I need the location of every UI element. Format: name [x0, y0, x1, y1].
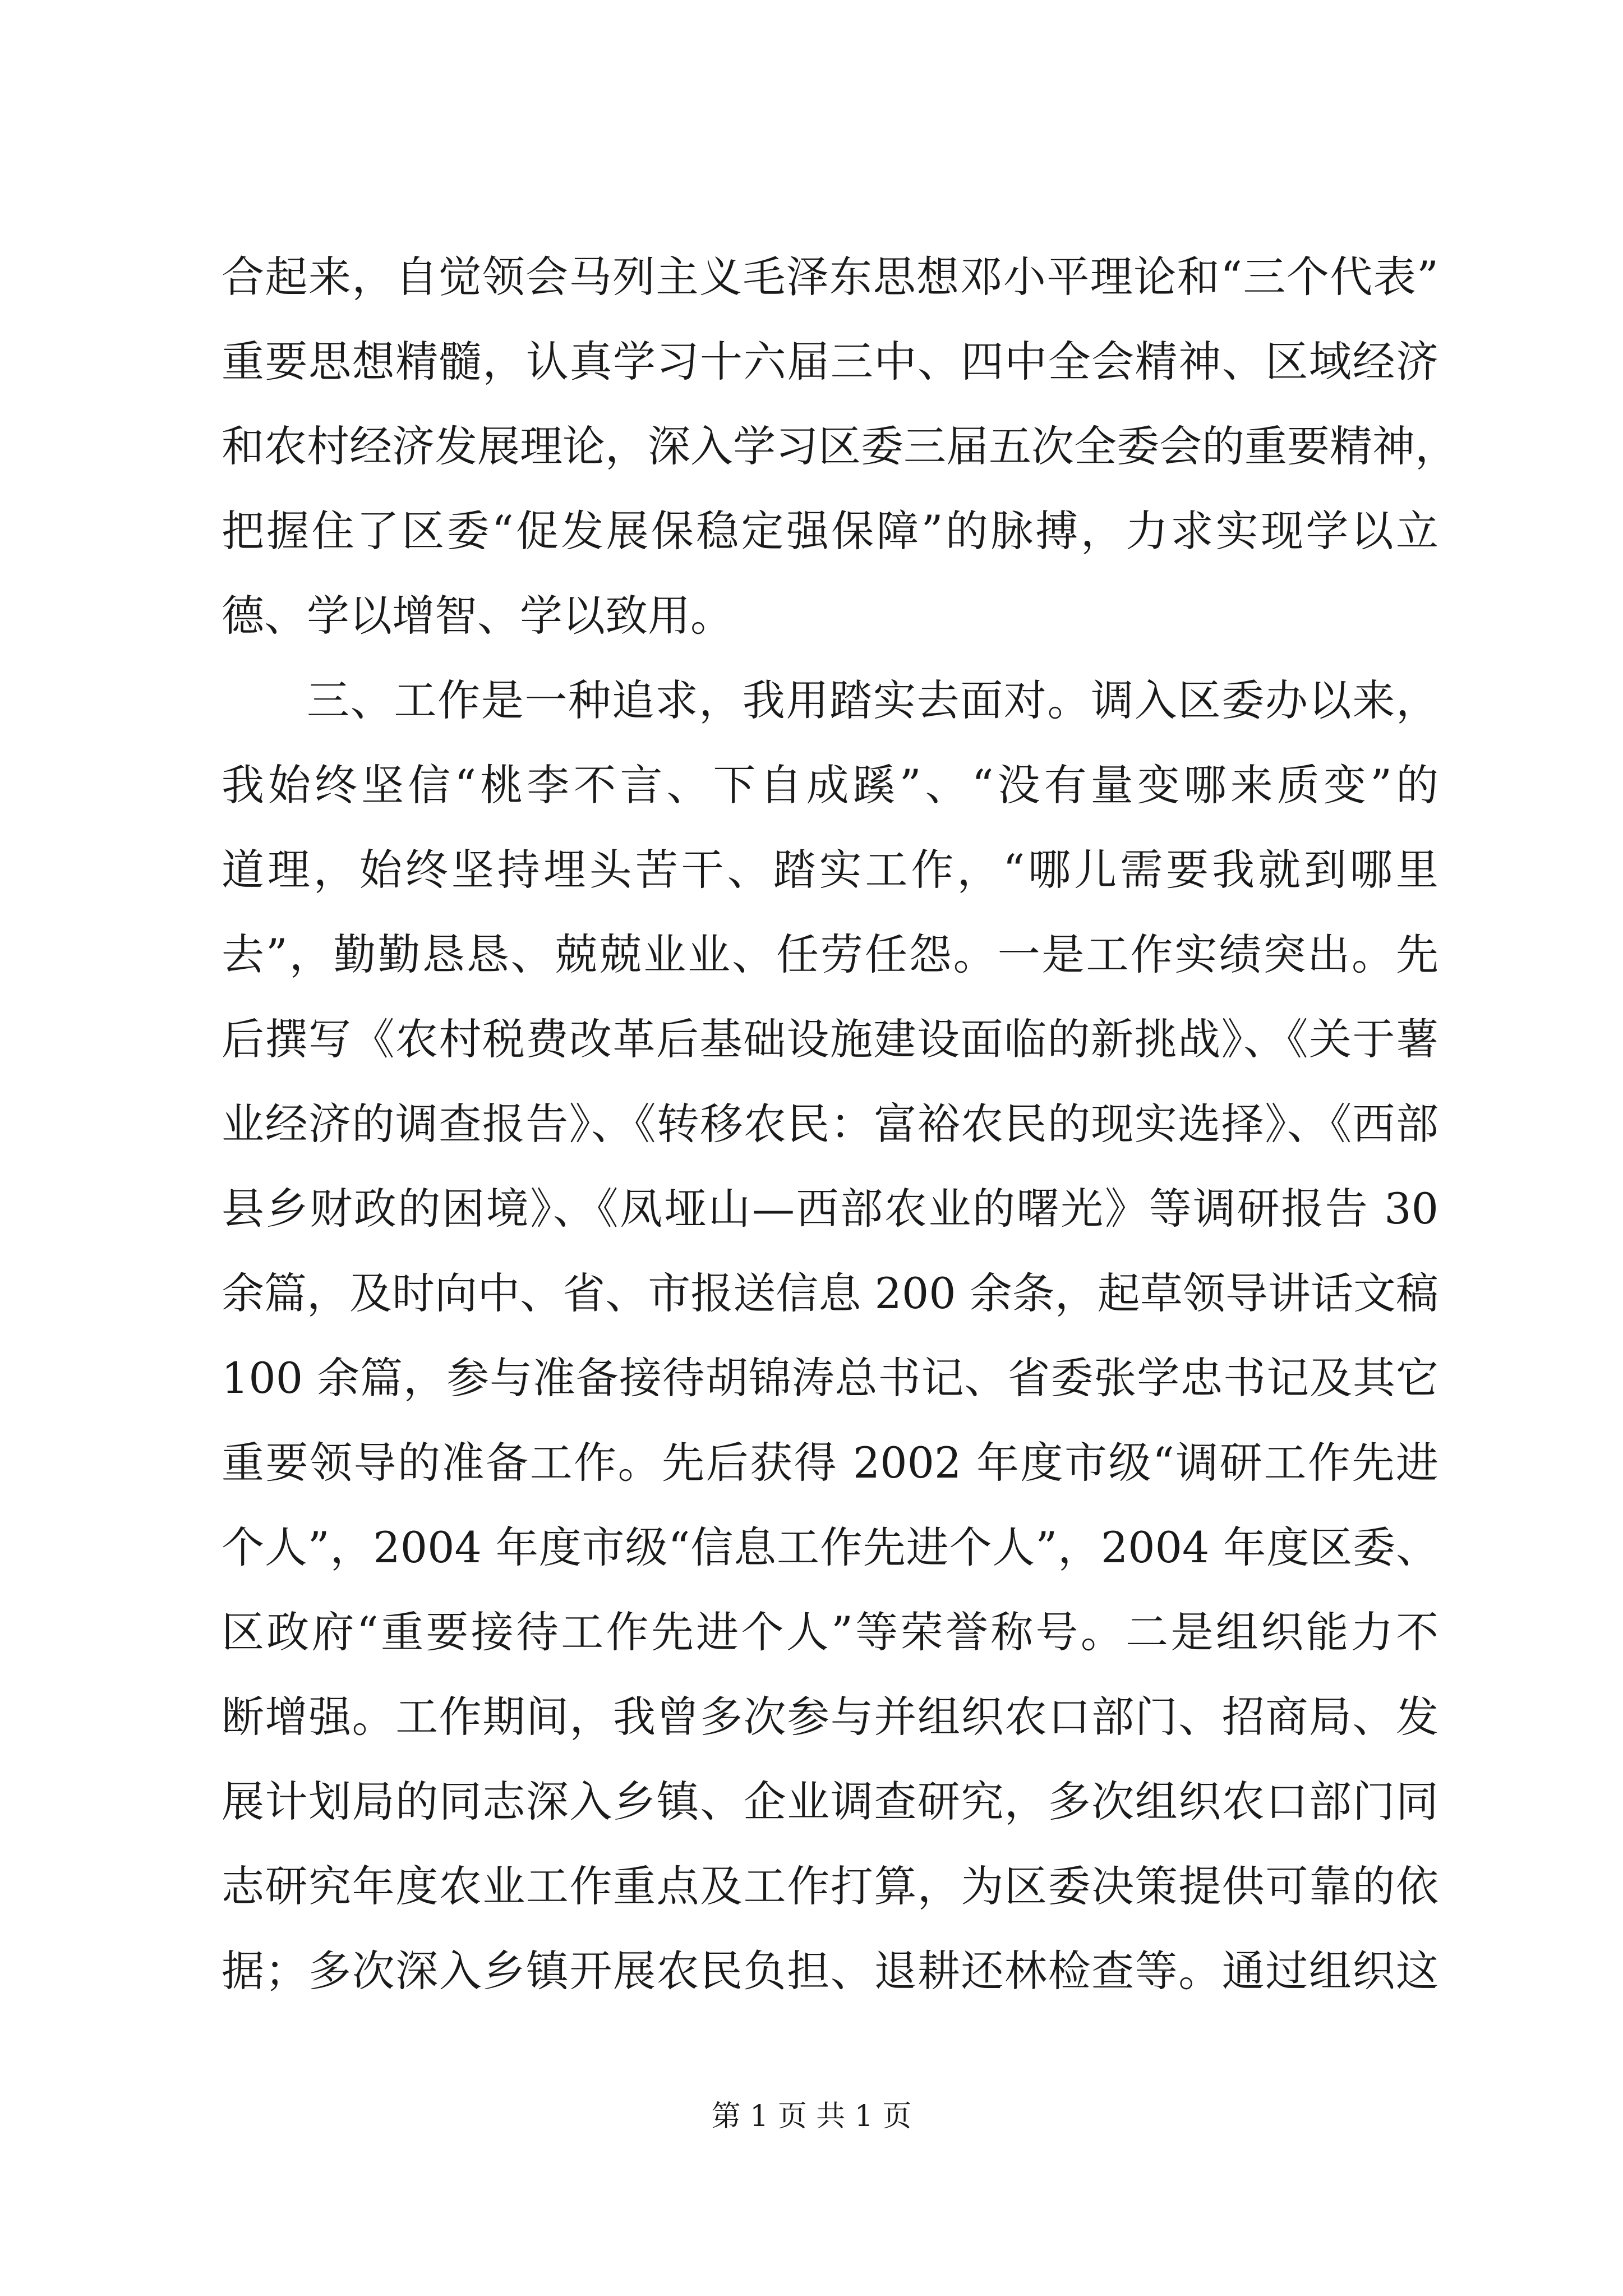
- text-line: 100 余篇，参与准备接待胡锦涛总书记、省委张学忠书记及其它: [222, 1353, 1438, 1403]
- text-line: 德、学以增智、学以致用。: [222, 591, 733, 641]
- text-line: 合起来，自觉领会马列主义毛泽东思想邓小平理论和“三个代表”: [222, 252, 1438, 302]
- text-line: 后撰写《农村税费改革后基础设施建设面临的新挑战》、《关于薯: [222, 1014, 1438, 1064]
- text-line: 去”，勤勤恳恳、兢兢业业、任劳任怨。一是工作实绩突出。先: [222, 930, 1438, 979]
- text-line: 重要思想精髓，认真学习十六届三中、四中全会精神、区域经济: [222, 337, 1438, 386]
- text-line: 业经济的调查报告》、《转移农民：富裕农民的现实选择》、《西部: [222, 1099, 1438, 1149]
- page-number-footer: 第 1 页 共 1 页: [711, 2100, 912, 2133]
- text-line: 县乡财政的困境》、《凤垭山—西部农业的曙光》等调研报告 30: [222, 1184, 1438, 1234]
- text-line: 个人”，2004 年度市级“信息工作先进个人”，2004 年度区委、: [222, 1522, 1438, 1572]
- text-line: 把握住了区委“促发展保稳定强保障”的脉搏，力求实现学以立: [222, 506, 1438, 556]
- text-line: 断增强。工作期间，我曾多次参与并组织农口部门、招商局、发: [222, 1692, 1438, 1742]
- text-line: 重要领导的准备工作。先后获得 2002 年度市级“调研工作先进: [222, 1438, 1438, 1488]
- text-line: 据；多次深入乡镇开展农民负担、退耕还林检查等。通过组织这: [222, 1946, 1438, 1996]
- text-line: 区政府“重要接待工作先进个人”等荣誉称号。二是组织能力不: [222, 1607, 1438, 1657]
- body-text: [222, 234, 1458, 2013]
- text-line: 道理，始终坚持埋头苦干、踏实工作，“哪儿需要我就到哪里: [222, 845, 1438, 895]
- text-line: 志研究年度农业工作重点及工作打算，为区委决策提供可靠的依: [222, 1861, 1438, 1911]
- text-line: 展计划局的同志深入乡镇、企业调查研究，多次组织农口部门同: [222, 1777, 1438, 1826]
- text-line: 和农村经济发展理论，深入学习区委三届五次全委会的重要精神，: [222, 421, 1458, 471]
- paragraph-start-line: 三、工作是一种追求，我用踏实去面对。调入区委办以来，: [307, 675, 1438, 725]
- text-line: 余篇，及时向中、省、市报送信息 200 余条，起草领导讲话文稿: [222, 1268, 1438, 1318]
- text-line: 我始终坚信“桃李不言、下自成蹊”、“没有量变哪来质变”的: [222, 760, 1438, 810]
